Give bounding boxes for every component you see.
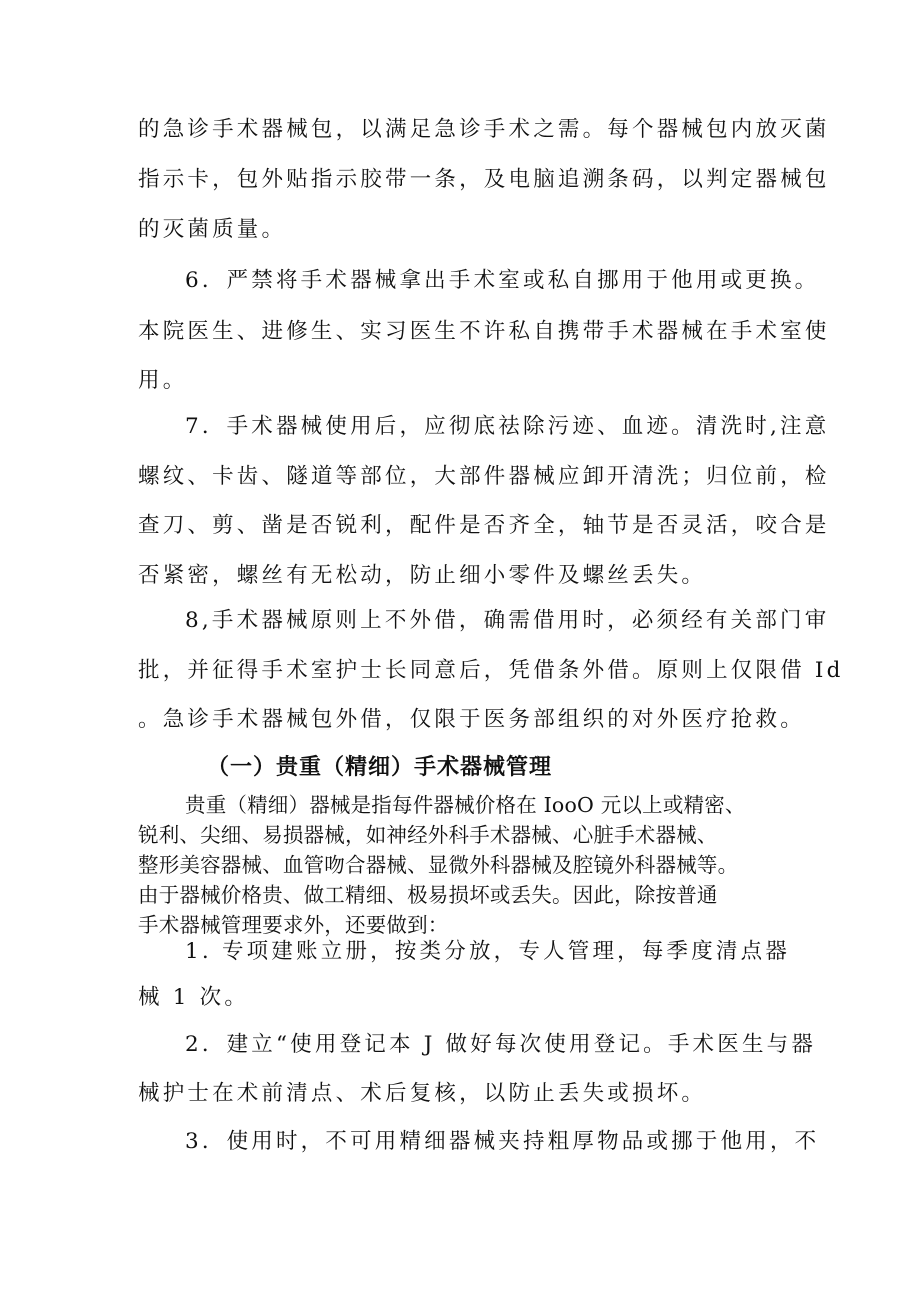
section-paragraph-line: 由于器械价格贵、做工精细、极易损坏或丢失。因此，除按普通: [138, 883, 718, 907]
list-item-1: 1. 专项建账立册，按类分放，专人管理，每季度清点器: [185, 939, 791, 964]
list-item-8: 8,手术器械原则上不外借，确需借用时，必须经有关部门审: [185, 608, 830, 633]
list-item-7: 7．手术器械使用后，应彻底祛除污迹、血迹。清洗时,注意: [185, 414, 830, 439]
paragraph-line: 否紧密，螺丝有无松动，防止细小零件及螺丝丢失。: [138, 563, 707, 588]
paragraph-line: 批，并征得手术室护士长同意后，凭借条外借。原则上仅限借 Id: [138, 658, 844, 683]
list-item-2: 2．建立“使用登记本 J 做好每次使用登记。手术医生与器: [185, 1032, 817, 1057]
paragraph-line: 。急诊手术器械包外借，仅限于医务部组织的对外医疗抢救。: [138, 707, 805, 732]
paragraph-line: 螺纹、卡齿、隧道等部位，大部件器械应卸开清洗；归位前，检: [138, 464, 830, 489]
section-paragraph-line: 贵重（精细）器械是指每件器械价格在 IooO 元以上或精密、: [185, 793, 746, 817]
paragraph-line: 的急诊手术器械包，以满足急诊手术之需。每个器械包内放灭菌: [138, 117, 830, 142]
section-paragraph-line: 手术器械管理要求外，还要做到：: [138, 913, 449, 937]
section-paragraph-line: 锐利、尖细、易损器械，如神经外科手术器械、心脏手术器械、: [138, 823, 718, 847]
paragraph-line: 指示卡，包外贴指示胶带一条，及电脑追溯条码，以判定器械包: [138, 167, 830, 192]
paragraph-line: 械 1 次。: [138, 985, 250, 1010]
paragraph-line: 械护士在术前清点、术后复核，以防止丢失或损坏。: [138, 1081, 707, 1106]
list-item-3: 3．使用时，不可用精细器械夹持粗厚物品或挪于他用，不: [185, 1129, 820, 1154]
section-heading: （一）贵重（精细）手术器械管理: [207, 754, 553, 780]
paragraph-line: 用。: [138, 368, 188, 393]
paragraph-line: 本院医生、进修生、实习医生不许私自携带手术器械在手术室使: [138, 319, 830, 344]
section-paragraph-line: 整形美容器械、血管吻合器械、显微外科器械及腔镜外科器械等。: [138, 853, 739, 877]
paragraph-line: 的灭菌质量。: [138, 217, 287, 242]
paragraph-line: 查刀、剪、凿是否锐利，配件是否齐全，轴节是否灵活，咬合是: [138, 513, 830, 538]
list-item-6: 6．严禁将手术器械拿出手术室或私自挪用于他用或更换。: [185, 268, 820, 293]
